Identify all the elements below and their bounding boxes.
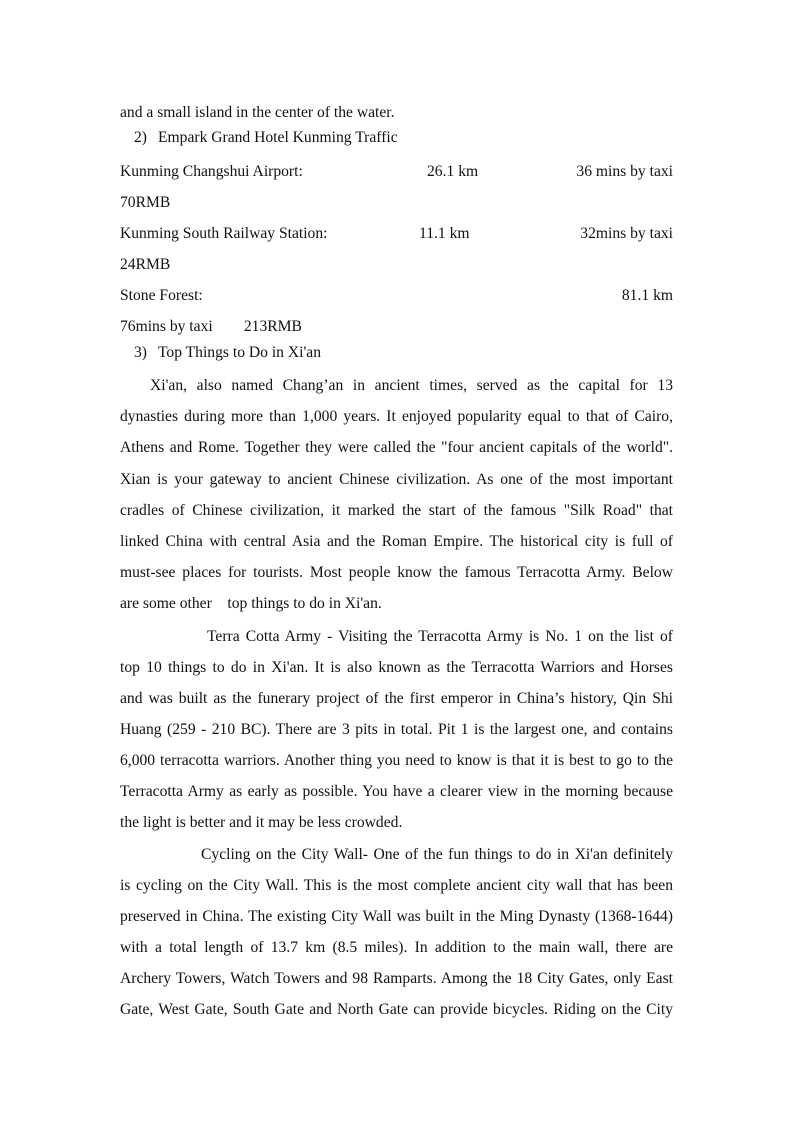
paragraph-line: Gate, West Gate, South Gate and North Gate can provide bicycles. Riding on the City (120, 1001, 673, 1018)
traffic-row-railway (120, 224, 673, 244)
paragraph-line: and was built as the funerary project of the first emperor in China’s history, Qin Shi (120, 690, 673, 707)
paragraph-line: Terracotta Army as early as possible. You have a clearer view in the morning because (120, 783, 673, 800)
section-heading-2 (134, 128, 687, 148)
paragraph-line: Xi'an, also named Chang’an in ancient times, served as the capital for 13 (150, 377, 673, 394)
paragraph-line: dynasties during more than 1,000 years. It enjoyed popularity equal to that of Cairo, (120, 408, 673, 425)
paragraph-line: Cycling on the City Wall- One of the fun things to do in Xi'an definitely (201, 846, 673, 863)
paragraph-line: 6,000 terracotta warriors. Another thing you need to know is that it is best to go to the (120, 752, 673, 769)
paragraph-line: and a small island in the center of the water. (120, 104, 395, 121)
paragraph-line: Xian is your gateway to ancient Chinese civilization. As one of the most important (120, 471, 673, 488)
traffic-place: Kunming Changshui Airport: (120, 163, 303, 180)
paragraph-line: Terra Cotta Army - Visiting the Terracotta Army is No. 1 on the list of (207, 628, 673, 645)
traffic-time-fare: 76mins by taxi 213RMB (120, 318, 302, 335)
traffic-row-airport (120, 162, 673, 182)
paragraph-line: Archery Towers, Watch Towers and 98 Ramparts. Among the 18 City Gates, only East (120, 970, 673, 987)
paragraph-line: with a total length of 13.7 km (8.5 miles). In addition to the main wall, there are (120, 939, 673, 956)
paragraph-line: the light is better and it may be less crowded. (120, 814, 403, 831)
traffic-distance: 11.1 km (419, 225, 470, 242)
traffic-distance: 81.1 km (621, 287, 673, 304)
paragraph-line: Athens and Rome. Together they were called the "four ancient capitals of the world". (120, 439, 673, 456)
heading-number: 2) (134, 129, 147, 146)
section-heading-3 (134, 343, 687, 363)
traffic-distance: 26.1 km (427, 163, 479, 180)
paragraph-line: must-see places for tourists. Most people know the famous Terracotta Army. Below (120, 564, 673, 581)
paragraph-line: top 10 things to do in Xi'an. It is also known as the Terracotta Warriors and Horses (120, 659, 673, 676)
paragraph-line: Huang (259 - 210 BC). There are 3 pits in total. Pit 1 is the largest one, and contains (120, 721, 673, 738)
heading-number: 3) (134, 344, 147, 361)
paragraph-line: cradles of Chinese civilization, it marked the start of the famous "Silk Road" that (120, 502, 673, 519)
traffic-place: Stone Forest: (120, 287, 203, 304)
paragraph-line: is cycling on the City Wall. This is the most complete ancient city wall that has been (120, 877, 673, 894)
traffic-row-stone-forest (120, 286, 673, 306)
heading-text: Top Things to Do in Xi'an (158, 344, 321, 361)
traffic-time: 36 mins by taxi (576, 163, 673, 180)
paragraph-line: linked China with central Asia and the Roman Empire. The historical city is full of (120, 533, 673, 550)
paragraph-line: are some other top things to do in Xi'an. (120, 595, 382, 612)
heading-text: Empark Grand Hotel Kunming Traffic (158, 129, 398, 146)
traffic-fare: 70RMB (120, 194, 171, 211)
paragraph-line: preserved in China. The existing City Wall was built in the Ming Dynasty (1368-1644) (120, 908, 673, 925)
traffic-time: 32mins by taxi (580, 225, 673, 242)
traffic-place: Kunming South Railway Station: (120, 225, 328, 242)
traffic-fare: 24RMB (120, 256, 171, 273)
